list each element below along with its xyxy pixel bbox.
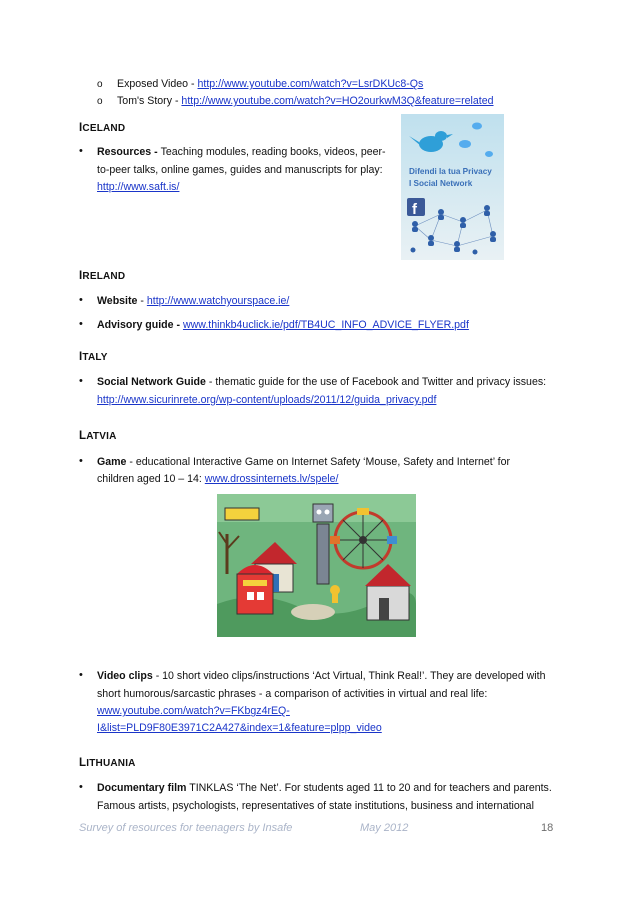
sublist-item-marker: o <box>97 79 103 90</box>
small-bird-icon <box>472 123 482 130</box>
drossinternets-link[interactable]: www.drossinternets.lv/spele/ <box>204 473 339 485</box>
saft-link[interactable]: http://www.saft.is/ <box>97 181 180 193</box>
latvia-video-line2: short humorous/sarcastic phrases - a comparison of activities in virtual and real life: <box>97 688 488 700</box>
section-heading-ireland: IRELAND <box>79 270 126 282</box>
game-illustration <box>217 494 416 637</box>
thinkb4uclick-link[interactable]: www.thinkb4uclick.ie/pdf/TB4UC_INFO_ADVICE_FLYER.pdf <box>182 319 469 331</box>
svg-text:f: f <box>412 201 417 218</box>
bullet: • <box>79 318 83 330</box>
bullet: • <box>79 781 83 793</box>
small-bird-icon <box>485 151 493 157</box>
section-heading-latvia: LATVIA <box>79 430 117 442</box>
red-building-icon <box>237 565 273 614</box>
section-heading-lithuania: LITHUANIA <box>79 757 136 769</box>
sign-icon <box>225 508 259 520</box>
bullet: • <box>79 669 83 681</box>
facebook-icon <box>407 198 425 218</box>
ireland-advisory-item: Advisory guide - www.thinkb4uclick.ie/pdf/TB4UC_INFO_ADVICE_FLYER.pdf <box>97 319 469 331</box>
image-caption-line1: Difendi la tua Privacy <box>409 167 492 176</box>
sublist-item <box>117 93 494 109</box>
youtube-playlist-link-part2[interactable]: I&list=PLD9F80E3971C2A427&index=1&feature=plpp_video <box>97 722 382 734</box>
italy-guide-item: Social Network Guide - thematic guide for the use of Facebook and Twitter and privacy issues: <box>97 376 547 388</box>
footer-date: May 2012 <box>360 822 409 834</box>
bullet: • <box>79 294 83 306</box>
youtube-playlist-link-part1[interactable]: www.youtube.com/watch?v=FKbgz4rEQ- <box>97 705 290 717</box>
image-caption-line2: I Social Network <box>409 179 473 188</box>
footer-title: Survey of resources for teenagers by Insafe <box>79 822 293 834</box>
bullet: • <box>79 375 83 387</box>
ireland-website-item: Website - http://www.watchyourspace.ie/ <box>97 295 290 307</box>
page-number: 18 <box>541 822 554 834</box>
lithuania-film-line2: Famous artists, psychologists, representatives of state institutions, business and international <box>97 800 534 812</box>
section-heading-iceland: ICELAND <box>79 122 126 134</box>
sublist-item-marker: o <box>97 96 103 107</box>
small-bird-icon <box>459 140 471 148</box>
exposed-video-link[interactable]: http://www.youtube.com/watch?v=LsrDKUc8-Qs <box>197 78 424 90</box>
sublist-item <box>117 76 423 92</box>
social-network-illustration <box>401 114 504 260</box>
lithuania-film-item: Documentary film TINKLAS ‘The Net’. For students aged 11 to 20 and for teachers and parents. <box>97 782 552 794</box>
sublist-label: Exposed Video - <box>117 78 198 90</box>
iceland-resources-item: Resources - Teaching modules, reading books, videos, peer- <box>97 146 386 158</box>
privacy-social-network-image <box>401 114 504 260</box>
sicurinrete-link[interactable]: http://www.sicurinrete.org/wp-content/uploads/2011/12/guida_privacy.pdf <box>97 394 437 406</box>
bullet: • <box>79 145 83 157</box>
latvia-game-item: Game - educational Interactive Game on Internet Safety ‘Mouse, Safety and Internet’ for <box>97 456 511 468</box>
bullet: • <box>79 455 83 467</box>
section-heading-italy: ITALY <box>79 351 108 363</box>
latvia-game-line2: children aged 10 – 14: www.drossinternets.lv/spele/ <box>97 473 339 485</box>
game-scene-illustration <box>217 494 416 637</box>
iceland-resources-line2: to-peer talks, online games, guides and manuscripts for play: <box>97 164 383 176</box>
watchyourspace-link[interactable]: http://www.watchyourspace.ie/ <box>146 295 290 307</box>
latvia-video-item: Video clips - 10 short video clips/instructions ‘Act Virtual, Think Real!’. They are developed with <box>97 670 546 682</box>
toms-story-link[interactable]: http://www.youtube.com/watch?v=HO2ourkwM3Q&feature=related <box>181 95 494 107</box>
sublist-label: Tom's Story - <box>117 95 182 107</box>
